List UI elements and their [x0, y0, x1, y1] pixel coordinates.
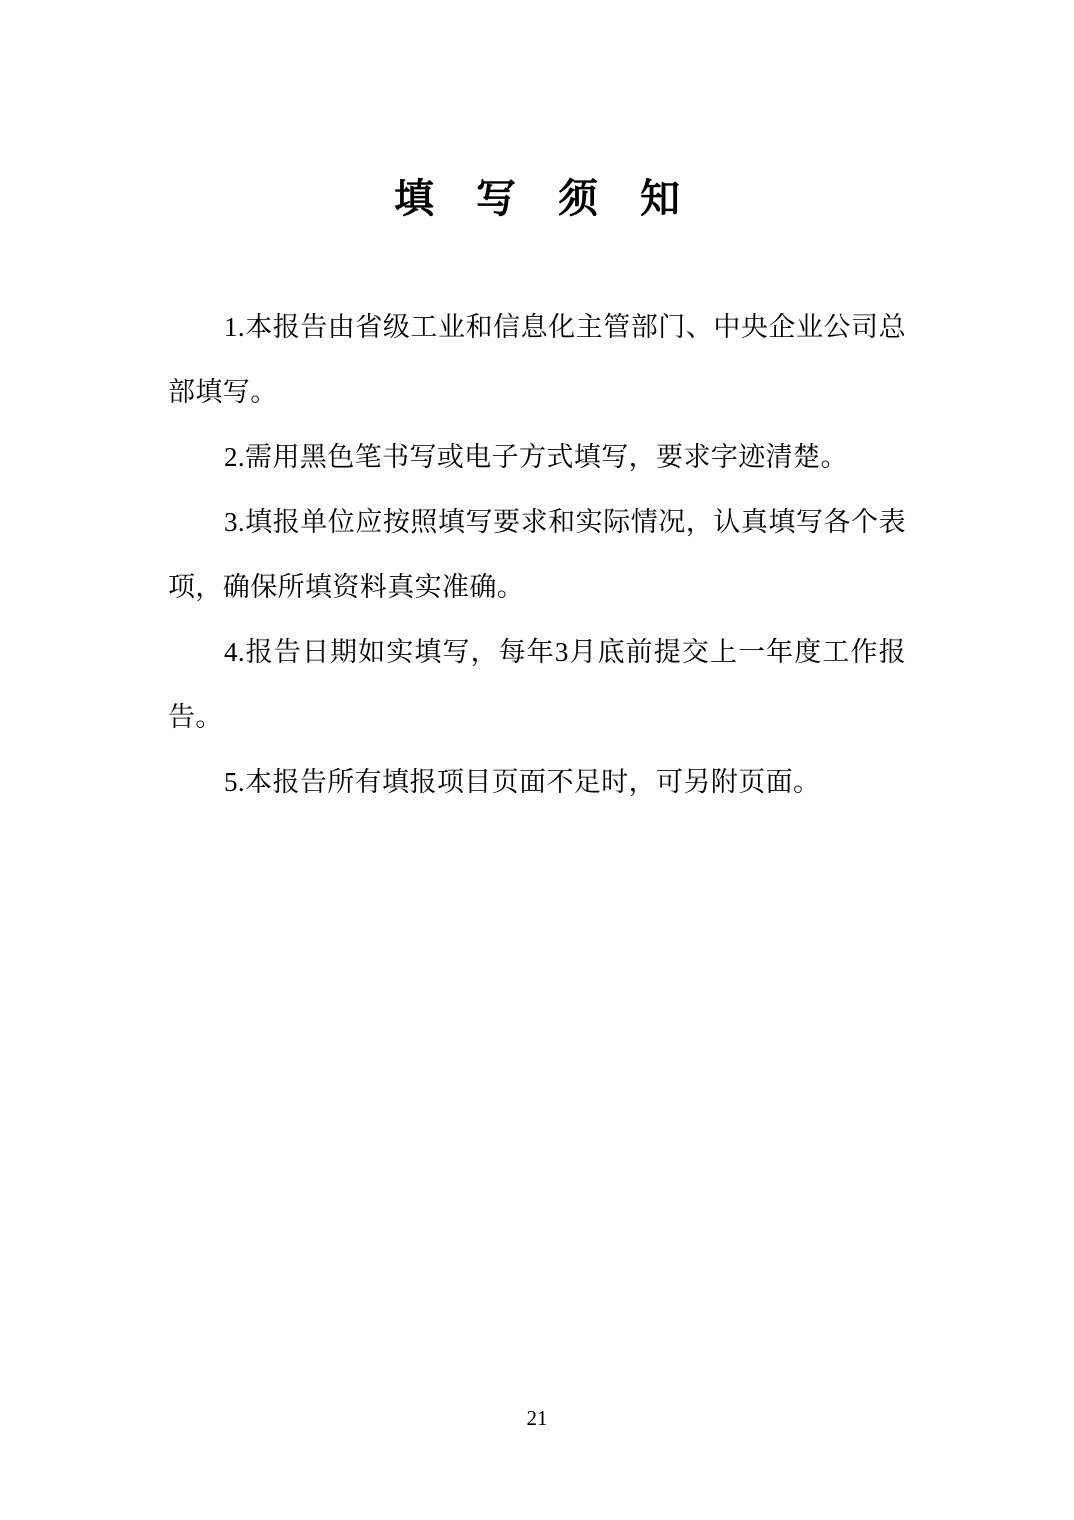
instructions-list [168, 295, 906, 815]
page-title: 填 写 须 知 [394, 176, 696, 221]
instruction-item-5: 5.本报告所有填报项目页面不足时，可另附页面。 [224, 767, 821, 797]
page-number: 21 [526, 1406, 548, 1430]
instruction-item-2: 2.需用黑色笔书写或电子方式填写，要求字迹清楚。 [224, 442, 848, 472]
instruction-item-4: 4.报告日期如实填写，每年3月底前提交上一年度工作报告。 [168, 637, 906, 732]
instruction-item-3: 3.填报单位应按照填写要求和实际情况，认真填写各个表项，确保所填资料真实准确。 [168, 507, 906, 602]
page-content [168, 0, 906, 815]
instruction-item-1: 1.本报告由省级工业和信息化主管部门、中央企业公司总部填写。 [168, 312, 906, 407]
